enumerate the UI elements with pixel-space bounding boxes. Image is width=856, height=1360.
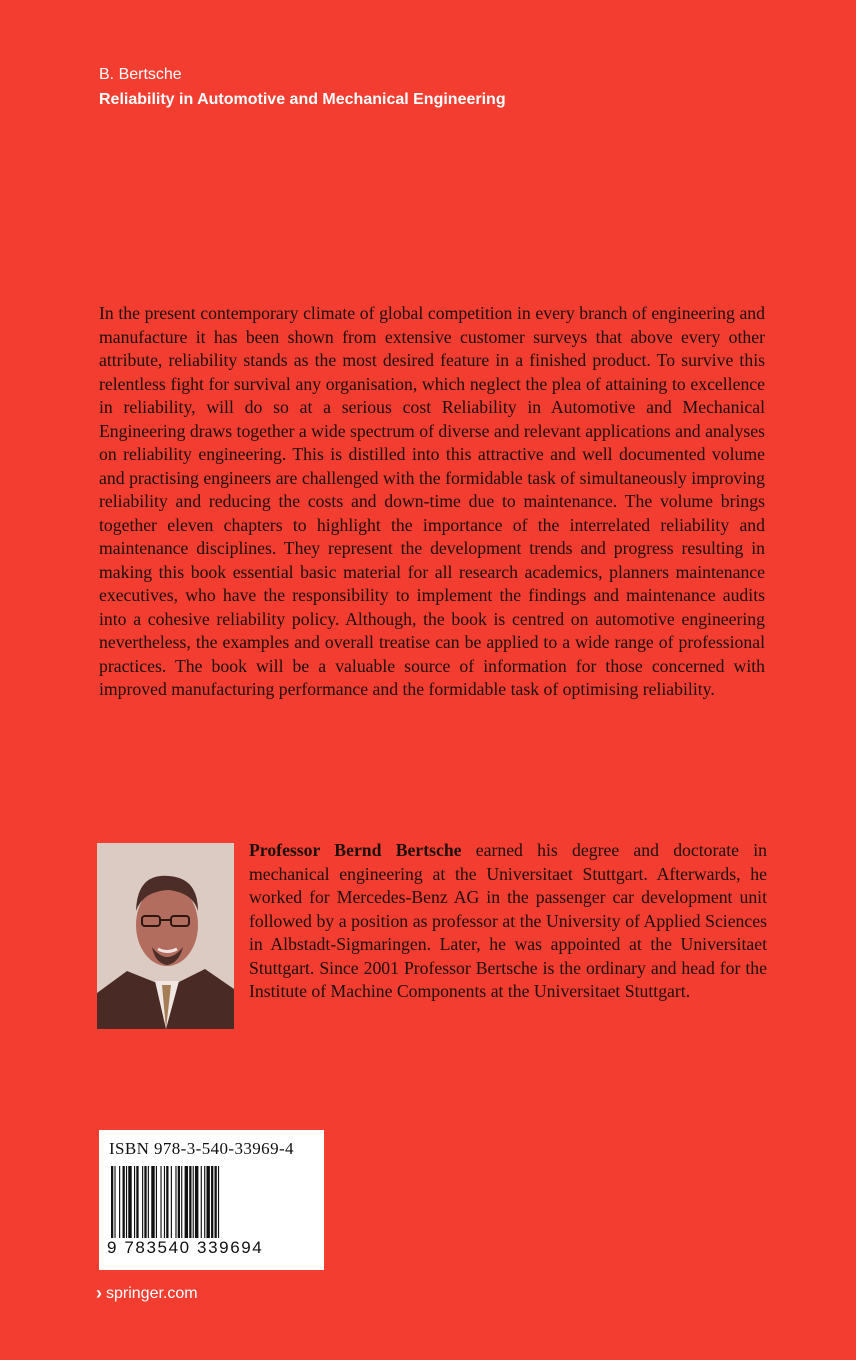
chevron-right-icon: › <box>96 1283 102 1303</box>
publisher-link[interactable] <box>96 1283 198 1304</box>
book-description: In the present contemporary climate of global competition in every branch of engineering and manufacture it has been shown from extensive customer surveys that above every other attribute, reliability stands as the most desired feature in a finished product. To survive this relentless fight for survival any organisation, which neglect the plea of attaining to excellence in reliability, will do so at a serious cost Reliability in Automotive and Mechanical Engineering draws together a wide spectrum of diverse and relevant applications and analyses on reliability engineering. This is distilled into this attractive and well documented volume and practising engineers are challenged with the formidable task of simultaneously improving reliability and reducing the costs and down-time due to maintenance. The volume brings together eleven chapters to highlight the importance of the interrelated reliability and maintenance disciplines. They represent the development trends and progress resulting in making this book essential basic material for all research academics, planners maintenance executives, who have the responsibility to implement the findings and maintenance audits into a cohesive reliability policy. Although, the book is centred on automotive engineering nevertheless, the examples and overall treatise can be applied to a wide range of professional practices. The book will be a valuable source of information for those concerned with improved manufacturing performance and the formidable task of optimising reliability. <box>99 303 765 699</box>
isbn-label: ISBN 978-3-540-33969-4 <box>109 1139 294 1158</box>
cover-header <box>99 62 506 112</box>
publisher-url: springer.com <box>106 1284 198 1302</box>
isbn-barcode <box>99 1130 324 1270</box>
book-title: Reliability in Automotive and Mechanical Engineering <box>99 91 506 108</box>
author-full-name: Professor Bernd Bertsche <box>249 840 462 860</box>
author-photo <box>97 843 234 1029</box>
barcode-digits: 9 783540 339694 <box>107 1238 264 1257</box>
author-name: B. Bertsche <box>99 66 182 83</box>
author-bio <box>249 839 767 1004</box>
author-bio-text: earned his degree and doctorate in mechanical engineering at the Universitaet Stuttgart. Afterwards, he worked for Mercedes-Benz AG in the passenger car development unit followed by a position as professor at the University of Applied Sciences in Albstadt-Sigmaringen. Later, he was appointed at the Universitaet Stuttgart. Since 2001 Professor Bertsche is the ordinary and head for the Institute of Machine Components at the Universitaet Stuttgart. <box>249 840 767 1001</box>
barcode-bars <box>109 1166 314 1248</box>
